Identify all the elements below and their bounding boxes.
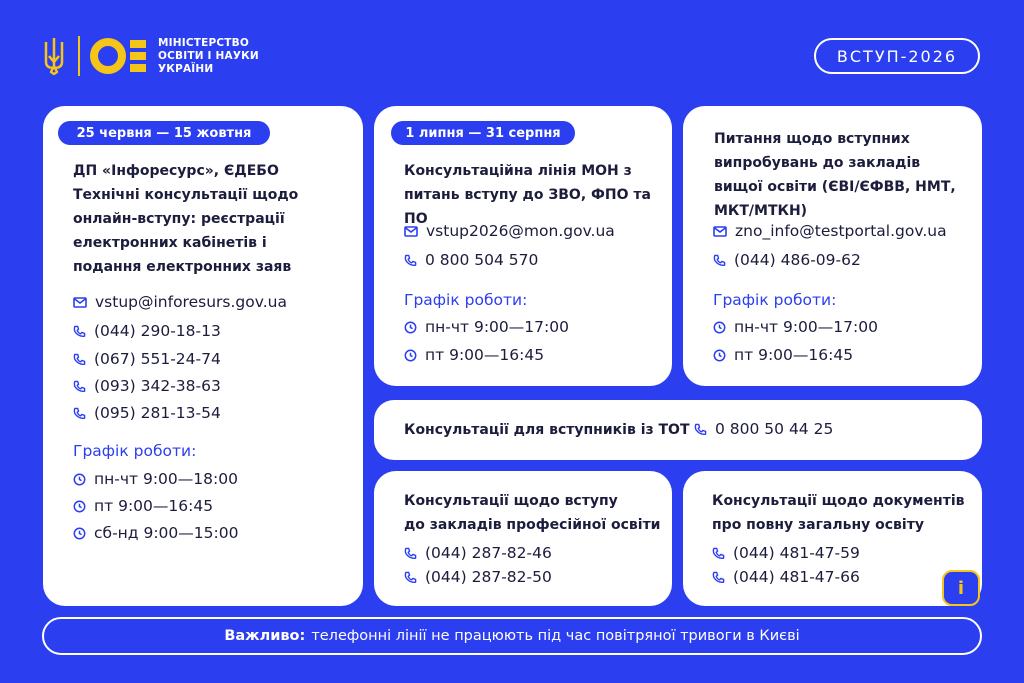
phone-icon [712,571,725,584]
schedule-row: пн-чт 9:00—17:00 [713,318,878,336]
schedule-row: пт 9:00—16:45 [404,346,544,364]
phone-row[interactable]: 0 800 504 570 [404,251,538,269]
phone-row[interactable]: (093) 342-38-63 [73,377,221,395]
footer-notice [42,617,982,655]
logo-divider [78,36,80,76]
phone-icon [73,325,86,338]
card-inforesurs [43,106,363,606]
schedule-row: пн-чт 9:00—17:00 [404,318,569,336]
card-title: ДП «Інфоресурс», ЄДЕБО Технічні консультації щодо онлайн-вступу: реєстрації електронних кабінетів і подання електронних заяв [73,163,299,275]
schedule-row: пт 9:00—16:45 [73,497,213,515]
phone-icon [713,254,726,267]
mail-icon [73,297,87,308]
info-icon[interactable]: i [942,570,980,606]
email-row[interactable]: zno_info@testportal.gov.ua [713,222,947,240]
year-badge: ВСТУП-2026 [814,38,980,74]
phone-icon [712,547,725,560]
phone-icon [73,380,86,393]
schedule-label: Графік роботи: [73,442,197,460]
schedule-label: Графік роботи: [713,291,837,309]
moe-mark-icon [90,38,146,74]
schedule-row: сб-нд 9:00—15:00 [73,524,238,542]
card-tot [374,400,982,460]
phone-row[interactable]: (044) 287-82-46 [404,544,552,562]
phone-icon [404,254,417,267]
clock-icon [73,500,86,513]
phone-icon [73,407,86,420]
mail-icon [713,226,727,237]
card-general-education [683,471,982,606]
phone-row[interactable]: (044) 486-09-62 [713,251,861,269]
card-testportal [683,106,982,386]
card-vocational [374,471,672,606]
mail-icon [404,226,418,237]
phone-row[interactable]: (095) 281-13-54 [73,404,221,422]
ministry-logo [42,36,259,76]
schedule-row: пн-чт 9:00—18:00 [73,470,238,488]
clock-icon [713,349,726,362]
clock-icon [73,527,86,540]
card-title: Консультації щодо вступу до закладів професійної освіти [404,493,661,533]
phone-icon [694,423,707,436]
card-title: Консультаційна лінія МОН з питань вступу до ЗВО, ФПО та ПО [404,163,651,227]
card-title: Консультації для вступників із ТОТ [404,422,690,438]
phone-row[interactable]: 0 800 50 44 25 [694,420,833,438]
clock-icon [73,473,86,486]
email-row[interactable]: vstup2026@mon.gov.ua [404,222,615,240]
schedule-label: Графік роботи: [404,291,528,309]
clock-icon [404,321,417,334]
footer-text: телефонні лінії не працюють під час повітряної тривоги в Києві [311,628,800,644]
ministry-name: МІНІСТЕРСТВО ОСВІТИ І НАУКИ УКРАЇНИ [158,36,259,75]
phone-row[interactable]: (067) 551-24-74 [73,350,221,368]
card-title: Питання щодо вступних випробувань до закладів вищої освіти (ЄВІ/ЄФВВ, НМТ, МКТ/МТКН) [714,131,956,219]
footer-bold: Важливо: [224,628,306,644]
phone-icon [73,353,86,366]
date-pill: 25 червня — 15 жовтня [58,121,270,145]
card-title: Консультації щодо документів про повну загальну освіту [712,493,965,533]
date-pill: 1 липня — 31 серпня [391,121,575,145]
schedule-row: пт 9:00—16:45 [713,346,853,364]
clock-icon [713,321,726,334]
phone-row[interactable]: (044) 481-47-59 [712,544,860,562]
phone-row[interactable]: (044) 290-18-13 [73,322,221,340]
email-row[interactable]: vstup@inforesurs.gov.ua [73,293,287,311]
trident-icon [42,36,66,76]
phone-icon [404,571,417,584]
card-mon-hotline [374,106,672,386]
phone-icon [404,547,417,560]
clock-icon [404,349,417,362]
phone-row[interactable]: (044) 287-82-50 [404,568,552,586]
phone-row[interactable]: (044) 481-47-66 [712,568,860,586]
